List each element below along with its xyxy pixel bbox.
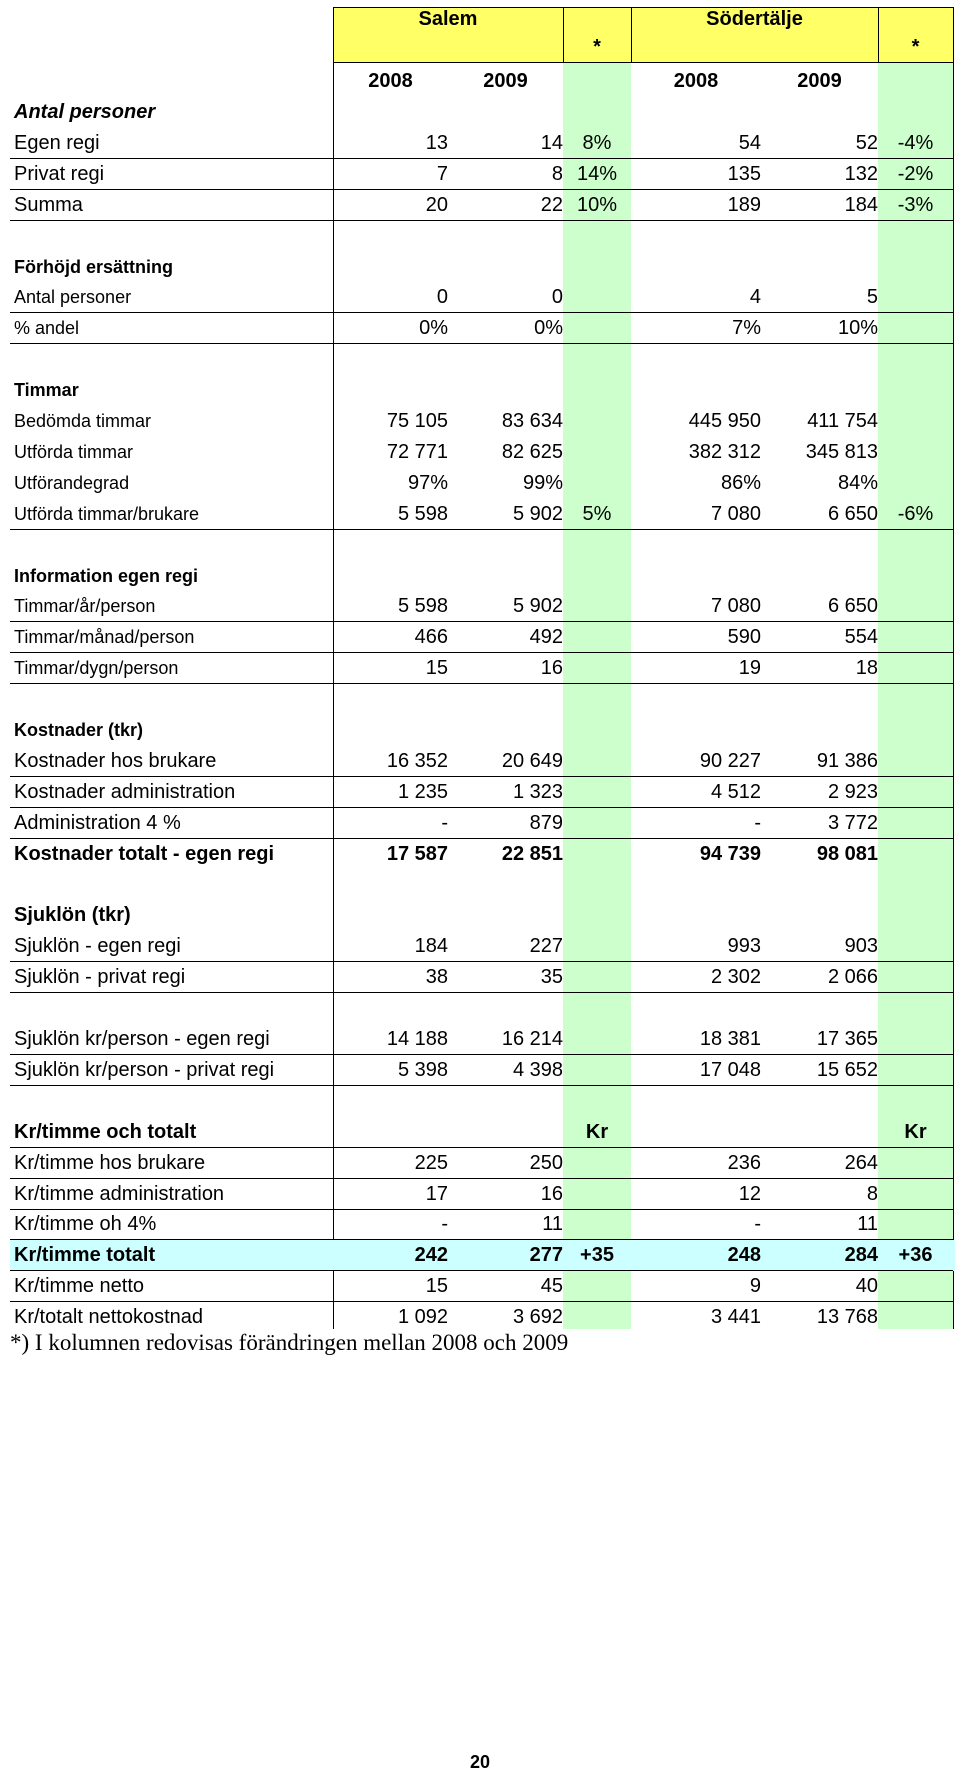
header-year-2009-sodertalje: 2009: [797, 70, 842, 92]
row-value: 277: [529, 1244, 563, 1266]
table-row: [10, 993, 955, 1024]
row-value: [878, 1024, 953, 1055]
row-value: 82 625: [501, 441, 563, 463]
row-value: 189: [727, 194, 761, 216]
row-label: Administration 4 %: [14, 812, 181, 834]
table-row: [10, 839, 955, 870]
table-row: [10, 900, 955, 931]
row-value: 5 598: [397, 595, 448, 617]
row-value: 3 441: [710, 1306, 761, 1328]
row-label: Kr/timme oh 4%: [14, 1213, 157, 1235]
row-value: 15 652: [816, 1059, 878, 1081]
row-value: -: [441, 1213, 448, 1235]
row-label: Information egen regi: [14, 566, 199, 586]
row-value: [878, 591, 953, 622]
row-value: [878, 931, 953, 962]
row-value: 54: [738, 132, 761, 154]
row-value: 14: [540, 132, 563, 154]
row-value: 6 650: [827, 595, 878, 617]
row-label: Timmar: [14, 380, 79, 400]
row-value: 11: [857, 1213, 878, 1235]
row-value: 225: [414, 1152, 448, 1174]
row-value: 248: [727, 1244, 761, 1266]
row-label: Kr/timme administration: [14, 1183, 225, 1205]
row-value: 7: [436, 163, 448, 185]
header-star-salem: *: [593, 36, 601, 58]
row-value: 264: [844, 1152, 878, 1174]
row-value: 0%: [419, 317, 448, 339]
row-label: Sjuklön kr/person - privat regi: [14, 1059, 275, 1081]
row-value: [563, 282, 631, 313]
row-value: -6%: [897, 503, 934, 525]
row-value: 98 081: [816, 843, 878, 865]
row-label: Sjuklön (tkr): [14, 904, 131, 926]
row-value: 554: [844, 626, 878, 648]
table-row: [10, 313, 955, 344]
row-value: 18 381: [699, 1028, 761, 1050]
table-row: [10, 715, 955, 746]
row-value: 1 235: [397, 781, 448, 803]
row-value: [878, 1302, 953, 1333]
row-value: [878, 468, 953, 499]
row-label: Timmar/år/person: [14, 596, 156, 616]
row-value: Kr: [904, 1121, 927, 1143]
row-value: [878, 962, 953, 993]
table-row: [10, 1209, 955, 1240]
table-row: [10, 1148, 955, 1179]
row-value: [563, 1209, 631, 1240]
row-value: [563, 777, 631, 808]
table-row: [10, 406, 955, 437]
row-value: 90 227: [699, 750, 761, 772]
row-value: [563, 962, 631, 993]
row-value: 6 650: [827, 503, 878, 525]
row-value: 86%: [720, 472, 761, 494]
row-value: [563, 808, 631, 839]
row-value: 8: [866, 1183, 878, 1205]
row-label: Kr/totalt nettokostnad: [14, 1306, 204, 1328]
row-value: [878, 406, 953, 437]
row-value: 22: [540, 194, 563, 216]
header-divider-1: [563, 7, 564, 62]
row-value: [563, 1148, 631, 1179]
row-value: 284: [844, 1244, 878, 1266]
table-top-rule: [333, 7, 954, 8]
row-value: 15: [425, 657, 448, 679]
row-value: [878, 437, 953, 468]
row-value: 4 512: [710, 781, 761, 803]
row-value: 14 188: [386, 1028, 448, 1050]
row-value: [333, 1117, 448, 1148]
row-label: Antal personer: [14, 287, 132, 307]
row-value: 5 598: [397, 503, 448, 525]
row-value: 250: [529, 1152, 563, 1174]
row-label: Utförandegrad: [14, 473, 130, 493]
row-label: Förhöjd ersättning: [14, 257, 173, 277]
row-value: -3%: [897, 194, 934, 216]
row-value: 16: [540, 1183, 563, 1205]
row-value: 20: [425, 194, 448, 216]
row-label: Antal personer: [14, 101, 156, 123]
row-value: [878, 653, 953, 684]
header-sodertalje: Södertälje: [706, 8, 803, 30]
row-value: 16 214: [501, 1028, 563, 1050]
header-year-2008-salem: 2008: [368, 70, 413, 92]
row-value: [563, 1302, 631, 1333]
row-value: [878, 1148, 953, 1179]
row-value: 132: [844, 163, 878, 185]
row-value: 0%: [534, 317, 563, 339]
table-row: [10, 962, 955, 993]
row-label: Privat regi: [14, 163, 105, 185]
row-value: 17 587: [386, 843, 448, 865]
table-row: [10, 1179, 955, 1210]
row-value: 12: [738, 1183, 761, 1205]
row-value: 10%: [837, 317, 878, 339]
row-label: Bedömda timmar: [14, 411, 152, 431]
row-value: [631, 1117, 761, 1148]
row-value: 0: [551, 286, 563, 308]
row-value: 3 692: [512, 1306, 563, 1328]
row-value: 83 634: [501, 410, 563, 432]
row-value: [563, 1271, 631, 1302]
row-value: 993: [727, 935, 761, 957]
row-value: -: [754, 812, 761, 834]
row-value: [878, 777, 953, 808]
row-value: [448, 1117, 563, 1148]
row-label: Kr/timme och totalt: [14, 1121, 197, 1143]
table-row: [10, 653, 955, 684]
row-value: 236: [727, 1152, 761, 1174]
table-row: [10, 159, 955, 190]
table-row: [10, 931, 955, 962]
row-value: 19: [738, 657, 761, 679]
table-row: [10, 468, 955, 499]
row-value: 227: [529, 935, 563, 957]
row-value: +36: [898, 1244, 933, 1266]
row-value: 445 950: [688, 410, 761, 432]
row-value: [878, 1271, 953, 1302]
row-value: 18: [855, 657, 878, 679]
row-value: [563, 746, 631, 777]
table-row: [10, 437, 955, 468]
row-label: Utförda timmar: [14, 442, 134, 462]
row-value: 184: [844, 194, 878, 216]
row-value: 40: [855, 1275, 878, 1297]
table-row: [10, 622, 955, 653]
row-value: [563, 1179, 631, 1210]
row-value: 466: [414, 626, 448, 648]
table-row: [10, 530, 955, 561]
row-value: 17: [425, 1183, 448, 1205]
row-value: [878, 282, 953, 313]
row-value: 16 352: [386, 750, 448, 772]
row-label: Kostnader administration: [14, 781, 236, 803]
row-value: 45: [540, 1275, 563, 1297]
header-divider-2: [631, 7, 632, 62]
row-value: 411 754: [807, 410, 878, 432]
row-value: 9: [749, 1275, 761, 1297]
row-value: -: [754, 1213, 761, 1235]
row-value: 2 923: [827, 781, 878, 803]
row-value: 91 386: [816, 750, 878, 772]
row-value: 17 048: [699, 1059, 761, 1081]
row-value: 10%: [576, 194, 618, 216]
row-value: 97%: [407, 472, 448, 494]
header-year-2008-sodertalje: 2008: [673, 70, 719, 92]
row-value: 5: [866, 286, 878, 308]
row-value: 382 312: [688, 441, 761, 463]
row-value: 5 902: [512, 595, 563, 617]
row-value: 5 398: [397, 1059, 448, 1081]
row-value: 22 851: [501, 843, 563, 865]
row-value: 8: [551, 163, 563, 185]
row-value: 4 398: [512, 1059, 563, 1081]
header-year-2009-salem: 2009: [483, 70, 528, 92]
table-row: [10, 1024, 955, 1055]
row-value: [563, 839, 631, 870]
table-row: [10, 1302, 955, 1333]
row-value: 84%: [837, 472, 878, 494]
table-row: [10, 344, 955, 375]
row-value: 879: [529, 812, 563, 834]
row-value: 903: [844, 935, 878, 957]
row-value: 14%: [576, 163, 618, 185]
row-value: 5%: [582, 503, 612, 525]
row-value: 2 066: [827, 966, 878, 988]
row-value: [563, 931, 631, 962]
row-value: 184: [414, 935, 448, 957]
footnote: *) I kolumnen redovisas förändringen mellan 2008 och 2009: [10, 1330, 569, 1355]
row-value: +35: [580, 1244, 614, 1266]
table-row: [10, 1086, 955, 1117]
table-row: [10, 1055, 955, 1086]
row-value: 94 739: [699, 843, 761, 865]
row-value: [563, 313, 631, 344]
table-row: [10, 1271, 955, 1302]
row-value: 7 080: [710, 503, 761, 525]
row-value: [878, 1179, 953, 1210]
table-row: [10, 684, 955, 715]
header-salem: Salem: [418, 8, 478, 30]
table-row: [10, 746, 955, 777]
row-value: [563, 653, 631, 684]
row-value: 7 080: [710, 595, 761, 617]
table-row: [10, 375, 955, 406]
row-value: 0: [436, 286, 448, 308]
row-value: 2 302: [710, 966, 761, 988]
row-label: Sjuklön - egen regi: [14, 935, 181, 957]
row-value: -2%: [897, 163, 934, 185]
row-value: [563, 591, 631, 622]
row-label: Sjuklön kr/person - egen regi: [14, 1028, 270, 1050]
row-value: 38: [425, 966, 448, 988]
row-value: 11: [542, 1213, 563, 1235]
row-value: 4: [749, 286, 761, 308]
row-value: [878, 313, 953, 344]
row-value: -4%: [897, 132, 934, 154]
table-row: [10, 561, 955, 592]
row-value: 3 772: [827, 812, 878, 834]
row-value: 1 323: [512, 781, 563, 803]
table-row: [10, 777, 955, 808]
table-row: [10, 190, 955, 221]
row-label: Kostnader hos brukare: [14, 750, 217, 772]
row-value: [761, 1117, 878, 1148]
row-value: 8%: [582, 132, 612, 154]
row-value: Kr: [585, 1121, 609, 1143]
header-divider-3: [878, 7, 879, 62]
row-value: 5 902: [512, 503, 563, 525]
row-value: 13: [425, 132, 448, 154]
row-value: 1 092: [397, 1306, 448, 1328]
row-label: Kr/timme netto: [14, 1275, 145, 1297]
row-value: 13 768: [816, 1306, 878, 1328]
row-value: [878, 839, 953, 870]
table-row: [10, 221, 955, 252]
table-row: [10, 1117, 955, 1148]
row-value: 17 365: [816, 1028, 878, 1050]
row-value: [878, 1209, 953, 1240]
row-value: 242: [414, 1244, 448, 1266]
row-label: Kostnader totalt - egen regi: [14, 843, 275, 865]
table-row: [10, 499, 955, 530]
row-label: Timmar/månad/person: [14, 627, 195, 647]
row-label: Kr/timme hos brukare: [14, 1152, 206, 1174]
row-value: 99%: [522, 472, 563, 494]
row-value: [563, 406, 631, 437]
header-star-sodertalje: *: [911, 36, 920, 58]
row-value: 345 813: [805, 441, 878, 463]
row-label: Utförda timmar/brukare: [14, 504, 200, 524]
row-value: [878, 1055, 953, 1086]
row-value: 135: [727, 163, 761, 185]
row-label: Timmar/dygn/person: [14, 658, 179, 678]
row-value: 590: [727, 626, 761, 648]
row-value: [563, 622, 631, 653]
row-value: 15: [425, 1275, 448, 1297]
page-number: 20: [469, 1752, 491, 1772]
table-row: [10, 591, 955, 622]
row-value: 75 105: [386, 410, 448, 432]
row-value: 492: [529, 626, 563, 648]
row-value: 72 771: [386, 441, 448, 463]
table-row: [10, 97, 955, 128]
table-row: [10, 808, 955, 839]
row-label: Summa: [14, 194, 83, 216]
row-value: [563, 468, 631, 499]
table-row: [10, 870, 955, 901]
row-value: 16: [540, 657, 563, 679]
header-bottom-rule: [333, 62, 954, 63]
row-value: -: [441, 812, 448, 834]
row-value: [563, 1024, 631, 1055]
row-value: 20 649: [501, 750, 563, 772]
row-label: Egen regi: [14, 132, 100, 154]
row-label: Kostnader (tkr): [14, 720, 144, 740]
table-row: [10, 128, 955, 159]
row-label: Sjuklön - privat regi: [14, 966, 186, 988]
row-value: 35: [540, 966, 563, 988]
row-label: Kr/timme totalt: [14, 1244, 156, 1266]
row-value: [878, 622, 953, 653]
row-value: [878, 746, 953, 777]
row-value: 52: [855, 132, 878, 154]
row-label: % andel: [14, 318, 80, 338]
table-row: [10, 1240, 955, 1271]
table-row: [10, 252, 955, 283]
table-row: [10, 282, 955, 313]
row-value: [563, 437, 631, 468]
row-value: [878, 808, 953, 839]
row-value: 7%: [732, 317, 761, 339]
row-value: [563, 1055, 631, 1086]
